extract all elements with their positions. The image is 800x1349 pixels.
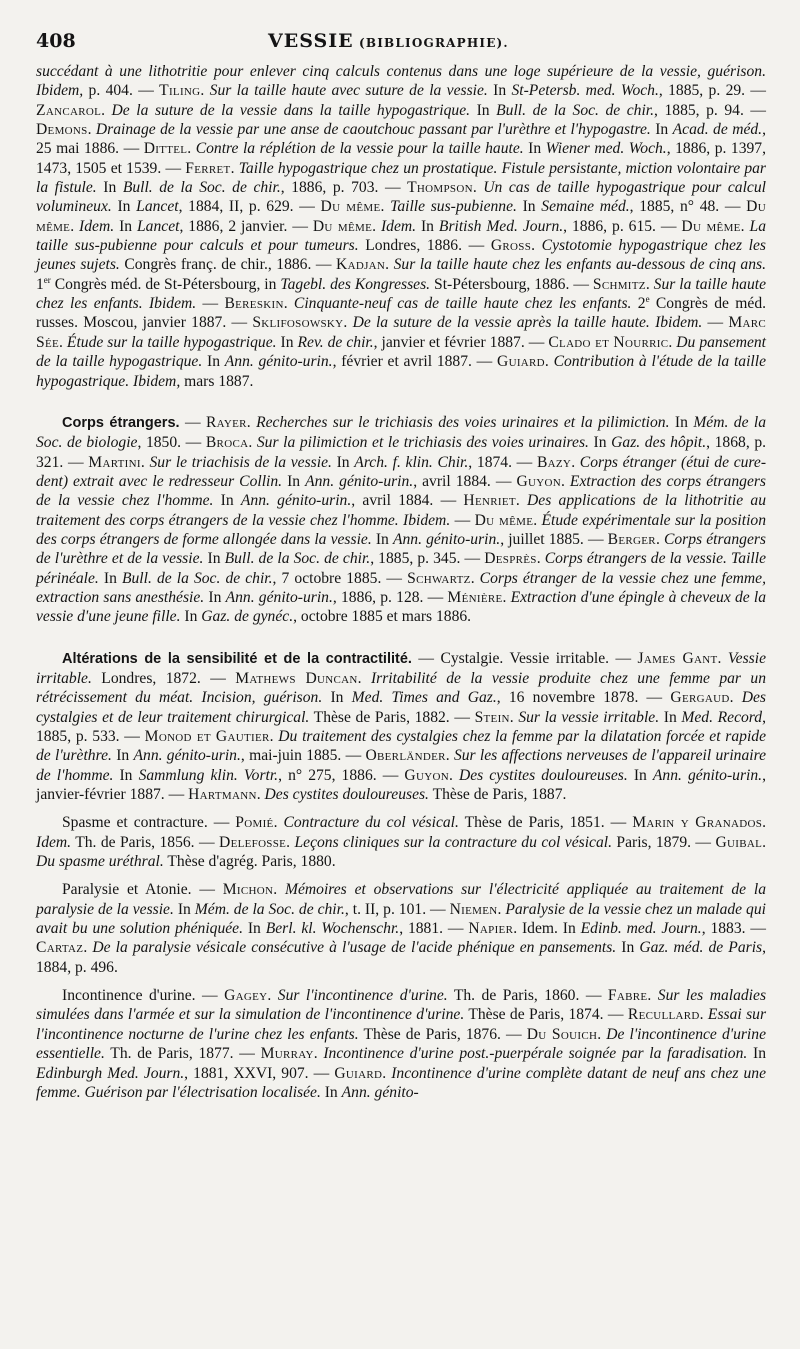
author-name: Henriet	[463, 492, 516, 510]
italic-title: Gaz. de gynéc.	[201, 608, 294, 626]
section-corps-etrangers	[36, 413, 766, 627]
text-run: Londres, 1886. —	[358, 237, 491, 255]
paragraph-continuation	[36, 62, 766, 391]
superscript: er	[43, 274, 51, 285]
italic-title: Ann. génito-urin.	[133, 747, 241, 765]
italic-title: Du traitement des cystalgies chez la femme par la dilatation forcée et rapide de l'urèthre.	[36, 728, 767, 765]
text-run: .	[83, 939, 93, 957]
text-run: In	[616, 939, 640, 957]
text-run: .	[200, 82, 210, 100]
text-run: In	[276, 333, 298, 351]
text-run: .	[248, 434, 257, 452]
text-run: . Idem. In	[513, 920, 581, 938]
text-run: , 16 novembre 1878. —	[496, 689, 671, 707]
italic-title: Med. Record	[681, 708, 763, 726]
italic-title: Sur la taille haute avec suture de la vessie.	[209, 82, 488, 100]
author-name: Dittel	[143, 140, 188, 158]
superscript: e	[645, 293, 650, 304]
italic-title: succédant à une lithotritie pour enlever cinq calculs contenus dans une loge supérieure de la vessie, guérison. Ibidem,	[36, 63, 766, 100]
author-name: Martini	[88, 453, 141, 471]
author-name: James Gant	[637, 649, 718, 667]
text-run: .	[533, 511, 542, 529]
text-run: .	[246, 413, 257, 431]
italic-title: Sur l'incontinence d'urine.	[277, 987, 448, 1005]
text-run: In	[204, 588, 226, 606]
text-run: .	[380, 198, 391, 216]
text-run: In	[650, 121, 673, 139]
italic-title: Sur le triachisis de la vessie.	[149, 453, 332, 471]
text-run: .	[502, 588, 511, 606]
author-name: Stein	[474, 708, 510, 726]
text-run: Londres, 1872. —	[91, 669, 236, 687]
text-run: .	[101, 101, 112, 119]
text-run: —	[450, 511, 475, 529]
italic-title: Sur les maladies simulées dans l'armée et sur la simulation de l'incontinence d'urine.	[36, 987, 767, 1024]
text-run: , février et avril 1887. —	[332, 353, 498, 371]
text-run: In	[202, 353, 225, 371]
text-run: .	[544, 353, 554, 371]
text-run: Thèse de Paris, 1874. —	[464, 1006, 628, 1024]
section-incontinence	[36, 986, 766, 1102]
author-name: Schmitz	[592, 275, 646, 293]
text-run: In	[331, 453, 355, 471]
text-run: .	[59, 333, 67, 351]
text-run: , janvier et février 1887. —	[373, 333, 549, 351]
author-name: Demons	[36, 121, 88, 139]
italic-title: Des cystalgies et de leur traitement chirurgical.	[36, 689, 766, 726]
text-run: .	[286, 833, 295, 851]
text-run: .	[597, 1025, 607, 1043]
author-name: Guyon	[404, 766, 449, 784]
text-run: In	[659, 708, 682, 726]
author-name: Bazy	[536, 453, 572, 471]
author-name: Ferret	[185, 159, 231, 177]
text-run: In	[203, 550, 225, 568]
text-run: In	[416, 217, 439, 235]
italic-title: Mémoires et observations sur l'électricité appliquée au traitement de la paralysie de la vessie.	[36, 881, 766, 918]
author-name: Michon	[222, 881, 274, 899]
italic-title: Sur les affections nerveuses de l'appareil urinaire de l'homme.	[36, 747, 766, 784]
text-run: In	[470, 101, 497, 119]
text-run: .	[655, 530, 664, 548]
italic-title: Ann. génito-urin.	[240, 492, 352, 510]
text-run: In	[114, 217, 137, 235]
text-run: Thèse de Paris, 1851. —	[458, 814, 633, 832]
italic-title: Essai sur l'incontinence nocturne de l'urine chez les enfants.	[36, 1006, 767, 1043]
author-name: Rayer	[205, 413, 247, 431]
italic-title: Corps étranger (étui de cure-dent) extrait avec le redresseur Collin.	[36, 453, 767, 490]
italic-title: Corps étrangers de l'urèthre et de la vessie.	[36, 530, 766, 568]
author-name: Du même	[312, 217, 373, 235]
text-run: Th. de Paris, 1877. —	[104, 1045, 261, 1063]
text-run: , 1874. —	[468, 453, 537, 471]
italic-title: Edinb. med. Journ.	[580, 920, 702, 938]
text-run: , 1868, p. 321. —	[36, 434, 767, 471]
text-run: , mai-juin 1885. —	[240, 747, 366, 765]
author-name: Fabre	[607, 987, 648, 1005]
section-spasme	[36, 813, 766, 871]
text-run: —	[196, 295, 225, 313]
italic-title: La taille sus-pubienne pour calculs et pour tumeurs.	[36, 217, 766, 255]
text-run: , n° 275, 1886. —	[278, 766, 405, 784]
italic-title: Cystotomie hypogastrique chez les jeunes sujets.	[36, 237, 766, 274]
italic-title: British Med. Journ.	[438, 217, 564, 235]
italic-title: Contribution à l'étude de la taille hypogastrique. Ibidem,	[36, 353, 767, 390]
italic-title: Du spasme uréthral.	[36, 853, 164, 871]
italic-title: Rev. de chir.	[297, 333, 374, 351]
text-run: In	[282, 472, 306, 490]
text-run: .	[536, 550, 545, 568]
text-run: 1	[36, 275, 44, 293]
author-name: Oberländer	[365, 747, 446, 765]
italic-title: Sur la taille haute chez les enfants. Ibidem.	[36, 275, 767, 313]
text-run: .	[729, 689, 742, 707]
text-run: , juillet 1885. —	[500, 530, 608, 548]
text-run: .	[497, 900, 506, 918]
text-run: .	[561, 472, 570, 490]
author-name: Kadjan	[336, 256, 386, 274]
author-name: Du même	[320, 198, 381, 216]
italic-title: Idem.	[36, 833, 72, 851]
italic-title: Recherches sur le trichiasis des voies urinaires et la pilimiction.	[256, 413, 670, 431]
author-name: Monod et Gautier	[144, 728, 270, 745]
italic-title: Bull. de la Soc. de chir.	[496, 101, 655, 119]
text-run: p. 404. —	[83, 82, 160, 100]
text-run: St-Pétersbourg, 1886. —	[430, 275, 593, 293]
text-run: .	[269, 728, 279, 745]
italic-title: Gaz. méd. de Paris	[639, 939, 763, 957]
italic-title: Gaz. des hôpit.	[611, 434, 707, 452]
italic-title: Leçons cliniques sur la contracture du col vésical.	[294, 833, 612, 851]
author-name: Tiling	[159, 82, 201, 100]
running-subtitle: (BIBLIOGRAPHIE).	[359, 36, 509, 50]
italic-title: Tagebl. des Kongresses.	[280, 275, 431, 293]
text-run: .	[382, 1064, 392, 1082]
text-run: , 1885, p. 94. —	[654, 101, 767, 119]
text-run: .	[273, 881, 285, 899]
text-run: Congrès méd. de St-Pétersbourg, in	[50, 275, 281, 293]
italic-title: Des applications de la lithotritie au traitement des corps étrangers de la vessie chez l'homme. Ibidem.	[36, 492, 767, 529]
italic-title: Sammlung klin. Vortr.	[138, 766, 279, 784]
italic-title: Drainage de la vessie par une anse de caoutchouc passant par l'urèthre et l'hypogastre.	[95, 121, 651, 139]
text-run: .	[740, 217, 750, 235]
running-title: VESSIE	[268, 30, 354, 52]
italic-title: Sur la pilimiction et le trichiasis des voies urinaires.	[256, 434, 589, 452]
author-name: Marc Sée	[36, 314, 767, 351]
text-run: , 1881. —	[399, 920, 469, 938]
italic-title: Du pansement de la taille hypogastrique.	[36, 333, 767, 371]
italic-title: Bull. de la Soc. de chir.	[224, 550, 371, 568]
text-run: , 1884, p. 496.	[36, 939, 766, 976]
author-name: Gagey	[224, 987, 268, 1005]
italic-title: Extraction d'une épingle à cheveux de la vessie d'une jeune fille.	[36, 588, 767, 626]
author-name: Cartaz	[36, 939, 84, 957]
text-run: Spasme et contracture. —	[62, 814, 236, 832]
text-run: , 1886, p. 615. —	[563, 217, 682, 235]
italic-title: Ann. génito-urin.	[225, 588, 333, 606]
text-run: .	[448, 766, 459, 784]
text-run: .	[571, 453, 580, 471]
italic-title: Taille hypogastrique chez un prostatique. Fistule persistante, miction volontaire par la fistule.	[36, 159, 767, 197]
text-run: , 7 octobre 1885. —	[272, 569, 408, 587]
author-name: Gergaud	[670, 689, 730, 707]
author-name: Du même	[681, 217, 741, 235]
text-run: , 1885, n° 48. —	[629, 198, 747, 216]
text-run: , 1850. —	[137, 434, 206, 452]
text-run: Paris, 1879. —	[612, 833, 716, 851]
italic-title: Étude expérimentale sur la position des corps étrangers de forme allongée dans la vessie.	[36, 511, 767, 548]
page-number: 408	[36, 30, 76, 52]
italic-title: Sur la vessie irritable.	[518, 708, 660, 726]
text-run: .	[230, 159, 239, 177]
text-run: Th. de Paris, 1856. —	[71, 833, 220, 851]
author-name: Du même	[474, 511, 534, 529]
italic-title: Extraction des corps étrangers de la vessie chez l'homme.	[36, 472, 767, 510]
text-run: In	[487, 82, 512, 100]
text-run: .	[647, 987, 658, 1005]
text-run: In	[213, 492, 241, 510]
text-run: .	[699, 1006, 708, 1024]
italic-title: Sur la taille haute chez les enfants au-dessous de cinq ans.	[393, 256, 766, 274]
text-run: — Cystalgie. Vessie irritable. —	[411, 649, 638, 667]
author-name: Delefosse	[219, 833, 287, 851]
text-run: In	[747, 1045, 766, 1063]
italic-title: Vessie irritable.	[36, 649, 766, 687]
italic-title: Corps étranger de la vessie chez une femme, extraction sans anesthésie.	[36, 569, 766, 606]
author-name: Bereskin	[224, 295, 284, 313]
text-run: .	[256, 786, 265, 804]
italic-title: Paralysie de la vessie chez un malade qui avait bu une solution phéniquée.	[36, 900, 766, 938]
text-run: , 1886, p. 703. —	[280, 179, 408, 197]
text-run: In	[516, 198, 542, 216]
text-run: .	[668, 333, 677, 351]
text-run: .	[509, 708, 519, 726]
text-run: .	[273, 814, 284, 832]
text-run: In	[588, 434, 612, 452]
italic-title: Mém. de la Soc. de biologie	[36, 413, 767, 452]
text-run: .	[385, 256, 394, 274]
author-name: Guibal	[715, 833, 763, 851]
text-run: , 1886, 2 janvier. —	[179, 217, 313, 235]
author-name: Recullard	[627, 1006, 700, 1024]
italic-title: Idem.	[380, 217, 417, 235]
text-run: .	[187, 140, 196, 158]
italic-title: Bull. de la Soc. de chir.	[121, 569, 273, 587]
text-run: , 25 mai 1886. —	[36, 121, 766, 158]
running-header	[36, 30, 766, 62]
author-name: Niemen	[449, 900, 498, 918]
italic-title: Irritabilité de la vessie produite chez une femme par un rétrécissement du méat. Incision, guérison.	[36, 669, 766, 707]
text-run: .	[140, 453, 150, 471]
text-run: .	[87, 121, 96, 139]
text-run: Thèse de Paris, 1876. —	[358, 1025, 527, 1043]
italic-title: Contracture du col vésical.	[283, 814, 459, 832]
text-run: Paralysie et Atonie. —	[62, 881, 223, 899]
text-run: Congrès de méd. russes. Moscou, janvier 1887. —	[36, 295, 767, 332]
author-name: Guiard	[334, 1064, 383, 1082]
text-run: .	[357, 669, 371, 687]
text-run: Thèse de Paris, 1887.	[428, 786, 567, 804]
text-run: Thèse de Paris, 1882. —	[309, 708, 475, 726]
italic-title: Bull. de la Soc. de chir.	[122, 179, 281, 197]
italic-title: Cinquante-neuf cas de taille haute chez les enfants.	[293, 295, 632, 313]
text-run: —	[179, 413, 206, 431]
italic-title: St-Petersb. med. Woch.	[511, 82, 659, 100]
text-run: Congrès franç. de chir., 1886. —	[119, 256, 337, 274]
text-run: .	[470, 569, 480, 587]
text-run: In	[627, 766, 653, 784]
text-run: , avril 1884. —	[351, 492, 464, 510]
italic-title: De la suture de la vessie après la taille haute. Ibidem.	[352, 314, 703, 332]
text-run: .	[531, 237, 542, 255]
section-heading: Altérations de la sensibilité et de la contractilité.	[62, 650, 412, 667]
author-name: Ménière	[447, 588, 503, 606]
italic-title: Incontinence d'urine post.-puerpérale soignée par la faradisation.	[323, 1045, 748, 1063]
section-alterations	[36, 649, 766, 805]
author-name: Marin y Granados	[632, 814, 763, 832]
author-name: Napier	[468, 920, 514, 938]
author-name: Berger	[607, 530, 656, 548]
author-name: Mathews Duncan	[235, 669, 358, 687]
text-run: , avril 1884. —	[413, 472, 517, 490]
text-run: , 1885, p. 345. —	[370, 550, 485, 568]
section-paralysie	[36, 880, 766, 977]
text-run: —	[702, 314, 729, 332]
text-run: .	[445, 747, 454, 765]
text-run: , 1881, XXVI, 907. —	[184, 1064, 335, 1082]
italic-title: Ann. génito-urin.	[652, 766, 763, 784]
italic-title: Ann. génito-urin.	[392, 530, 501, 548]
author-name: Murray	[260, 1045, 314, 1063]
italic-title: Lancet	[136, 198, 179, 216]
text-run: In	[322, 689, 352, 707]
author-name: Zancarol	[36, 101, 102, 119]
text-run: .	[372, 217, 381, 235]
text-run: , janvier-février 1887. —	[36, 766, 766, 804]
text-run: In	[243, 920, 266, 938]
text-run: , t. II, p. 101. —	[344, 900, 450, 918]
text-run: , 1886, p. 1397, 1473, 1505 et 1539. —	[36, 140, 766, 177]
italic-title: De l'incontinence d'urine essentielle.	[36, 1025, 766, 1063]
italic-title: Acad. de méd.	[672, 121, 763, 139]
text-run: , 1883. —	[701, 920, 767, 938]
italic-title: Des cystites douloureuses.	[458, 766, 628, 784]
author-name: Desprès	[484, 550, 537, 568]
text-run: .	[717, 649, 728, 667]
italic-title: Edinburgh Med. Journ.	[36, 1064, 185, 1082]
text-run: .	[762, 814, 767, 832]
italic-title: Lancet	[137, 217, 180, 235]
text-run: Incontinence d'urine. —	[62, 987, 225, 1005]
italic-title: De la paralysie vésicale consécutive à l'usage de l'acide phénique en pansements.	[92, 939, 617, 957]
italic-title: Incontinence d'urine complète datant de neuf ans chez une femme. Guérison par l'électrisation localisée.	[36, 1064, 766, 1101]
author-name: Sklifosowsky	[252, 314, 344, 332]
author-name: Du Souich	[526, 1025, 598, 1043]
text-run: In	[173, 900, 195, 918]
italic-title: Étude sur la taille hypogastrique.	[66, 333, 277, 351]
text-run: .	[472, 179, 484, 197]
text-run: In	[113, 766, 139, 784]
text-run: .	[762, 833, 767, 851]
text-run: .	[645, 275, 654, 293]
text-run: 2	[631, 295, 646, 313]
italic-title: Corps étrangers de la vessie. Taille périnéale.	[36, 550, 766, 587]
author-name: Thompson	[407, 179, 473, 197]
text-run: In	[180, 608, 202, 626]
text-run: In	[98, 569, 122, 587]
text-run: .	[343, 314, 353, 332]
italic-title: Ann. génito-urin.	[305, 472, 414, 490]
text-run: .	[267, 987, 278, 1005]
text-run: , 1885, p. 29. —	[658, 82, 766, 100]
italic-title: Berl. kl. Wochenschr.	[265, 920, 400, 938]
text-run: , 1886, p. 128. —	[332, 588, 448, 606]
italic-title: Wiener med. Woch.	[545, 140, 667, 158]
text-run: .	[515, 492, 528, 510]
text-run: , octobre 1885 et mars 1886.	[293, 608, 472, 626]
text-run: In	[523, 140, 546, 158]
italic-title: Idem.	[79, 217, 115, 235]
italic-title: Un cas de taille hypogastrique pour calcul volumineux.	[36, 179, 766, 216]
italic-title: Contre la réplétion de la vessie pour la taille haute.	[195, 140, 524, 158]
italic-title: Des cystites douloureuses.	[264, 786, 429, 804]
text-run: In	[371, 530, 393, 548]
italic-title: Ann. génito-urin.	[224, 353, 333, 371]
text-run: .	[70, 217, 80, 235]
author-name: Gross	[490, 237, 532, 255]
text-run: , 1884, II, p. 629. —	[178, 198, 321, 216]
author-name: Guyon	[516, 472, 561, 490]
text-run: Th. de Paris, 1860. —	[447, 987, 608, 1005]
author-name: Pomié	[235, 814, 274, 832]
author-name: Clado et Nourric	[548, 333, 669, 351]
italic-title: Semaine méd.	[541, 198, 630, 216]
author-name: Guiard	[497, 353, 545, 371]
text-run: In	[111, 198, 137, 216]
text-run: .	[283, 295, 294, 313]
author-name: Schwartz	[407, 569, 471, 587]
italic-title: Med. Times and Gaz.	[351, 689, 497, 707]
italic-title: Ann. génito-	[341, 1083, 419, 1101]
text-run: Thèse d'agrég. Paris, 1880.	[163, 853, 336, 871]
text-run: , 1885, p. 533. —	[36, 708, 766, 745]
author-name: Hartmann	[188, 786, 257, 804]
author-name: Broca	[205, 434, 249, 452]
text-run: mars 1887.	[180, 372, 254, 390]
italic-title: De la suture de la vessie dans la taille hypogastrique.	[111, 101, 471, 119]
text-run: .	[313, 1045, 324, 1063]
author-name: Du même	[36, 198, 766, 235]
text-run: In	[669, 413, 694, 431]
italic-title: Arch. f. klin. Chir.	[354, 453, 469, 471]
text-run: In	[96, 179, 123, 197]
italic-title: Taille sus-pubienne.	[390, 198, 517, 216]
italic-title: Mém. de la Soc. de chir.	[194, 900, 345, 918]
section-heading: Corps étrangers.	[62, 414, 180, 431]
bibliography-body	[36, 62, 766, 1102]
text-run: In	[111, 747, 134, 765]
text-run: In	[320, 1083, 342, 1101]
